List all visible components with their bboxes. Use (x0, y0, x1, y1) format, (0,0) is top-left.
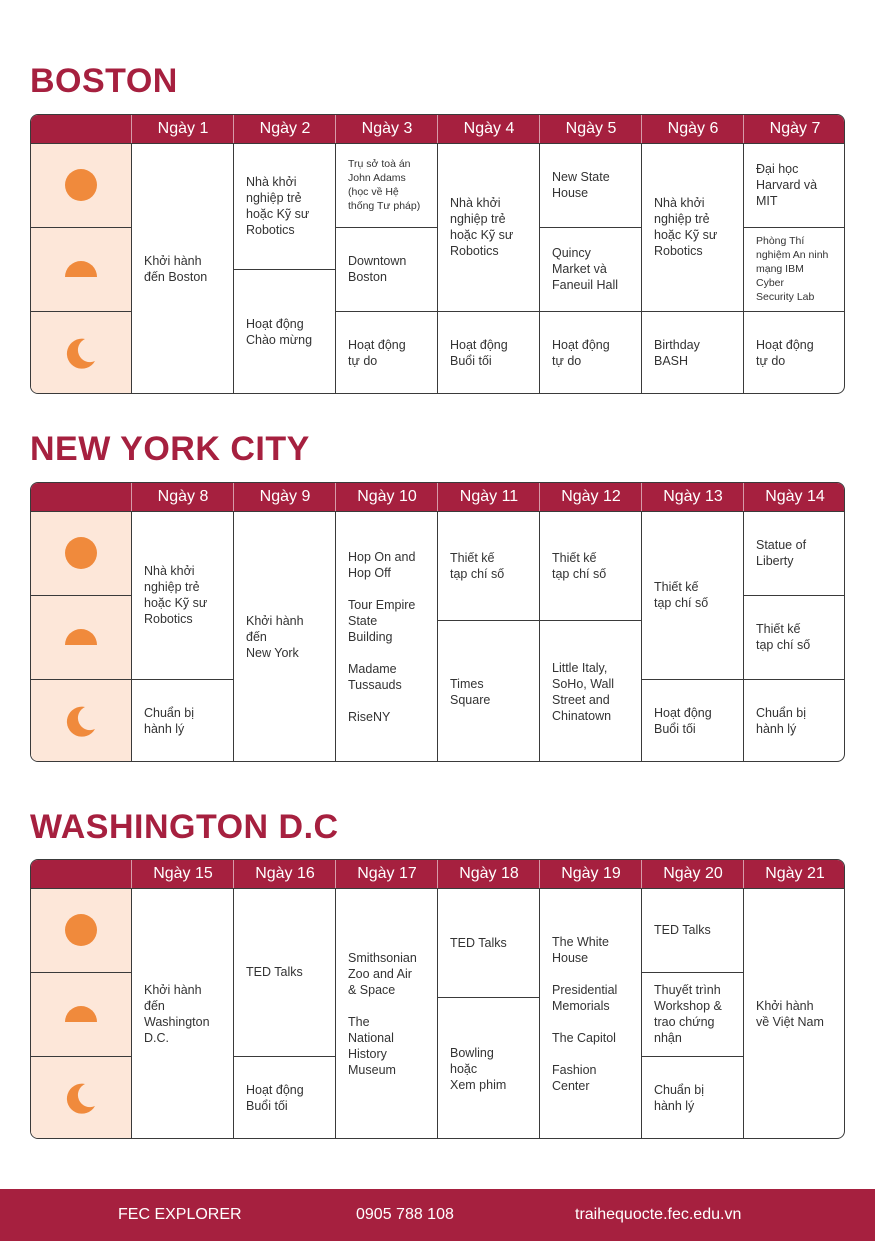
activity-cell (132, 511, 233, 679)
activity-text: Downtown Boston (348, 254, 407, 284)
activity-cell (540, 888, 641, 1139)
sunset-icon (65, 998, 97, 1030)
header-divider (539, 483, 540, 511)
day-label: Ngày 9 (259, 488, 311, 505)
header-divider (335, 860, 336, 888)
activity-text: Bowling hoặc Xem phim (450, 1045, 507, 1092)
activity-cell (642, 888, 743, 972)
activity-text: Khởi hành về Việt Nam (756, 999, 824, 1029)
row-divider (31, 595, 131, 596)
moon-icon (65, 1082, 97, 1114)
activity-text: Phòng Thí nghiệm An ninh mạng IBM Cyber Security Lab (756, 235, 829, 303)
activity-text: Thiết kế tạp chí số (654, 580, 709, 610)
header-divider (131, 483, 132, 511)
activity-text: Smithsonian Zoo and Air & Space The National History Museum (348, 951, 417, 1077)
activity-text: Nhà khởi nghiệp trẻ hoặc Kỹ sư Robotics (450, 196, 514, 258)
activity-text: Hoạt động tự do (348, 338, 406, 368)
header-divider (437, 483, 438, 511)
header-divider (233, 115, 234, 143)
activity-text: Đại học Harvard và MIT (756, 162, 818, 208)
header-divider (131, 860, 132, 888)
sunset-icon (65, 621, 97, 653)
activity-text: Thiết kế tạp chí số (756, 622, 811, 652)
activity-cell (540, 511, 641, 620)
activity-cell (438, 311, 539, 394)
activity-text: TED Talks (450, 935, 507, 950)
activity-cell (744, 511, 845, 595)
activity-text: New State House (552, 170, 610, 200)
activity-text: Khởi hành đến Boston (144, 254, 208, 284)
activity-cell (744, 311, 845, 394)
day-label: Ngày 1 (157, 120, 209, 137)
moon-icon (65, 705, 97, 737)
header-divider (233, 483, 234, 511)
activity-text: Statue of Liberty (756, 538, 807, 568)
grid-header (31, 860, 844, 888)
activity-text: Quincy Market và Faneuil Hall (552, 246, 619, 292)
activity-text: Chuẩn bị hành lý (654, 1083, 705, 1113)
grid-header (31, 115, 844, 143)
row-divider (31, 679, 131, 680)
activity-cell (438, 511, 539, 620)
activity-text: Khởi hành đến New York (246, 614, 304, 660)
activity-cell (540, 311, 641, 394)
activity-cell (438, 143, 539, 311)
city-title: BOSTON (30, 62, 178, 100)
activity-text: Hoạt động Buổi tối (450, 338, 508, 368)
activity-cell (336, 311, 437, 394)
activity-cell (438, 888, 539, 997)
activity-cell (132, 679, 233, 762)
header-divider (743, 860, 744, 888)
activity-cell (642, 679, 743, 762)
activity-cell (336, 511, 437, 762)
schedule-grid (30, 114, 845, 394)
header-divider (641, 115, 642, 143)
day-label: Ngày 5 (565, 120, 617, 137)
city-title: NEW YORK CITY (30, 430, 310, 468)
day-label: Ngày 12 (561, 488, 621, 505)
header-divider (335, 115, 336, 143)
row-divider (31, 1056, 131, 1057)
activity-cell (234, 1056, 335, 1139)
activity-text: Thiết kế tạp chí số (552, 550, 607, 581)
sun-icon (65, 914, 97, 946)
activity-cell (132, 888, 233, 1139)
activity-cell (234, 511, 335, 762)
header-divider (539, 115, 540, 143)
activity-text: Thiết kế tạp chí số (450, 550, 505, 581)
activity-text: Hoạt động tự do (552, 338, 610, 368)
header-divider (641, 483, 642, 511)
activity-text: Chuẩn bị hành lý (144, 706, 195, 736)
activity-cell (438, 620, 539, 762)
header-divider (539, 860, 540, 888)
activity-cell (234, 269, 335, 394)
activity-text: Hoạt động Buổi tối (654, 706, 712, 736)
activity-text: Khởi hành đến Washington D.C. (144, 983, 210, 1045)
day-label: Ngày 8 (157, 488, 209, 505)
activity-text: The White House Presidential Memorials The Capitol Fashion Center (552, 935, 618, 1093)
activity-cell (234, 888, 335, 1056)
header-divider (743, 483, 744, 511)
activity-text: Times Square (450, 676, 491, 707)
header-divider (437, 115, 438, 143)
day-label: Ngày 4 (463, 120, 515, 137)
activity-cell (132, 143, 233, 394)
activity-text: Hop On and Hop Off Tour Empire State Building Madame Tussauds RiseNY (348, 550, 416, 724)
moon-icon (65, 337, 97, 369)
activity-cell (642, 311, 743, 394)
day-label: Ngày 7 (769, 120, 821, 137)
header-divider (743, 115, 744, 143)
activity-cell (336, 143, 437, 227)
activity-text: Trụ sở toà án John Adams (học về Hệ thống Tư pháp) (348, 158, 421, 212)
schedule-grid (30, 482, 845, 762)
activity-text: Nhà khởi nghiệp trẻ hoặc Kỹ sư Robotics (144, 564, 208, 626)
header-divider (131, 115, 132, 143)
activity-text: Chuẩn bị hành lý (756, 706, 807, 736)
row-divider (31, 311, 131, 312)
day-label: Ngày 10 (357, 488, 417, 505)
activity-cell (540, 227, 641, 311)
activity-text: Hoạt động Buổi tối (246, 1083, 304, 1113)
day-label: Ngày 15 (153, 865, 213, 882)
day-label: Ngày 17 (357, 865, 417, 882)
day-label: Ngày 18 (459, 865, 519, 882)
footer-phone[interactable]: 0905 788 108 (356, 1206, 454, 1223)
activity-text: Nhà khởi nghiệp trẻ hoặc Kỹ sư Robotics (654, 196, 718, 258)
activity-text: Little Italy, SoHo, Wall Street and Chinatown (552, 660, 615, 723)
day-label: Ngày 20 (663, 865, 723, 882)
activity-cell (642, 511, 743, 679)
activity-text: Birthday BASH (654, 338, 700, 368)
footer-bar (0, 1189, 875, 1241)
activity-text: Nhà khởi nghiệp trẻ hoặc Kỹ sư Robotics (246, 175, 310, 237)
day-label: Ngày 14 (765, 488, 825, 505)
activity-cell (336, 888, 437, 1139)
activity-text: Thuyết trình Workshop & trao chứng nhận (654, 983, 722, 1045)
day-label: Ngày 3 (361, 120, 413, 137)
activity-cell (540, 620, 641, 762)
day-label: Ngày 13 (663, 488, 723, 505)
header-divider (437, 860, 438, 888)
sun-icon (65, 537, 97, 569)
sun-icon (65, 169, 97, 201)
activity-text: Hoạt động tự do (756, 338, 814, 368)
row-divider (31, 972, 131, 973)
activity-cell (540, 143, 641, 227)
activity-cell (744, 595, 845, 679)
day-label: Ngày 2 (259, 120, 311, 137)
header-divider (335, 483, 336, 511)
activity-cell (744, 888, 845, 1139)
activity-cell (744, 227, 845, 311)
city-title: WASHINGTON D.C (30, 808, 339, 846)
schedule-grid (30, 859, 845, 1139)
day-label: Ngày 16 (255, 865, 315, 882)
activity-cell (744, 143, 845, 227)
activity-text: Hoạt động Chào mừng (246, 317, 313, 347)
header-divider (641, 860, 642, 888)
grid-header (31, 483, 844, 511)
activity-text: TED Talks (246, 965, 303, 979)
activity-cell (438, 997, 539, 1139)
activity-cell (642, 143, 743, 311)
activity-cell (234, 143, 335, 269)
activity-cell (642, 972, 743, 1056)
day-label: Ngày 21 (765, 865, 825, 882)
header-divider (233, 860, 234, 888)
day-label: Ngày 19 (561, 865, 621, 882)
activity-cell (336, 227, 437, 311)
day-label: Ngày 6 (667, 120, 719, 137)
sunset-icon (65, 253, 97, 285)
row-divider (31, 227, 131, 228)
activity-text: TED Talks (654, 923, 711, 937)
activity-cell (642, 1056, 743, 1139)
footer-brand: FEC EXPLORER (118, 1206, 242, 1223)
day-label: Ngày 11 (459, 488, 519, 505)
activity-cell (744, 679, 845, 762)
footer-website[interactable]: traihequocte.fec.edu.vn (575, 1206, 742, 1223)
